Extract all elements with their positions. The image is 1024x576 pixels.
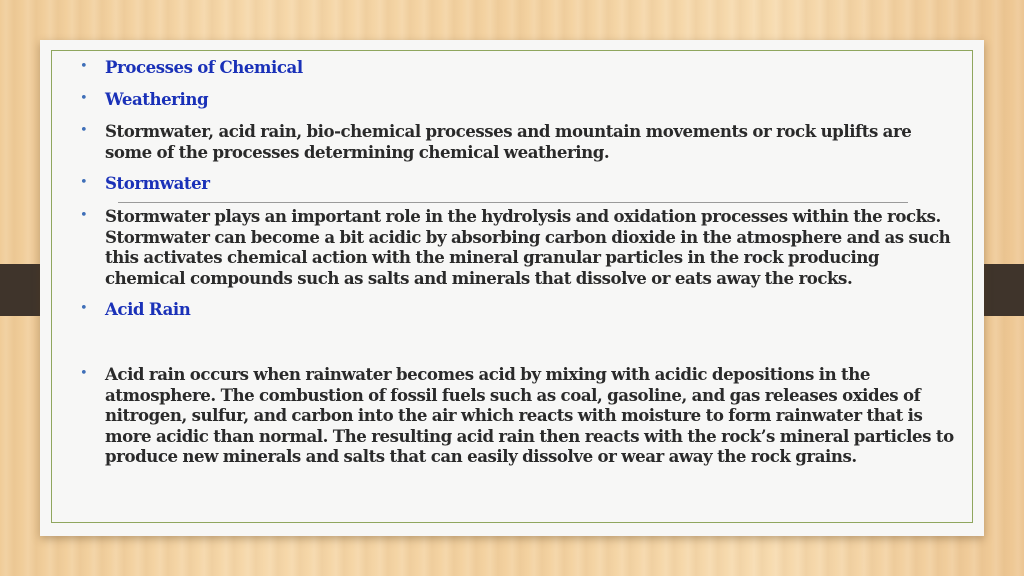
bullet-acid-rain-text xyxy=(80,364,960,467)
bullet-heading-stormwater xyxy=(80,173,960,194)
slide-card xyxy=(40,40,984,536)
bullet-stormwater-text xyxy=(80,206,960,288)
bullet-heading-processes xyxy=(80,57,960,78)
heading-acid-rain: Acid Rain xyxy=(105,299,191,319)
heading-stormwater: Stormwater xyxy=(105,173,210,193)
bullet-icon: • xyxy=(80,301,88,316)
bullet-heading-acid-rain xyxy=(80,299,960,320)
stormwater-paragraph: Stormwater plays an important role in the hydrolysis and oxidation processes within the rocks. Stormwater can become a bit acidic by absorbing carbon dioxide in the atmosphere and as such this activates chemical action with the mineral granular particles in the rock producing chemical compounds such as salts and minerals that dissolve or eats away the rocks. xyxy=(105,206,951,288)
bullet-icon: • xyxy=(80,208,88,223)
bullet-icon: • xyxy=(80,123,88,138)
heading-weathering: Weathering xyxy=(105,89,209,109)
bullet-icon: • xyxy=(80,59,88,74)
bullet-icon: • xyxy=(80,175,88,190)
bullet-icon: • xyxy=(80,366,88,381)
acid-rain-paragraph: Acid rain occurs when rainwater becomes acid by mixing with acidic depositions in the atmosphere. The combustion of fossil fuels such as coal, gasoline, and gas releases oxides of nitrogen, sulfur, and carbon into the air which reacts with moisture to form rainwater that is more acidic than normal. The resulting acid rain then reacts with the rock’s mineral particles to produce new minerals and salts that can easily dissolve or wear away the rock grains. xyxy=(105,364,954,466)
bullet-intro-text xyxy=(80,121,960,162)
bullet-heading-weathering xyxy=(80,89,960,110)
heading-processes-of-chemical: Processes of Chemical xyxy=(105,57,303,77)
bullet-icon: • xyxy=(80,91,88,106)
intro-paragraph: Stormwater, acid rain, bio-chemical processes and mountain movements or rock uplifts are some of the processes determining chemical weathering. xyxy=(105,121,912,162)
section-divider xyxy=(118,202,908,203)
